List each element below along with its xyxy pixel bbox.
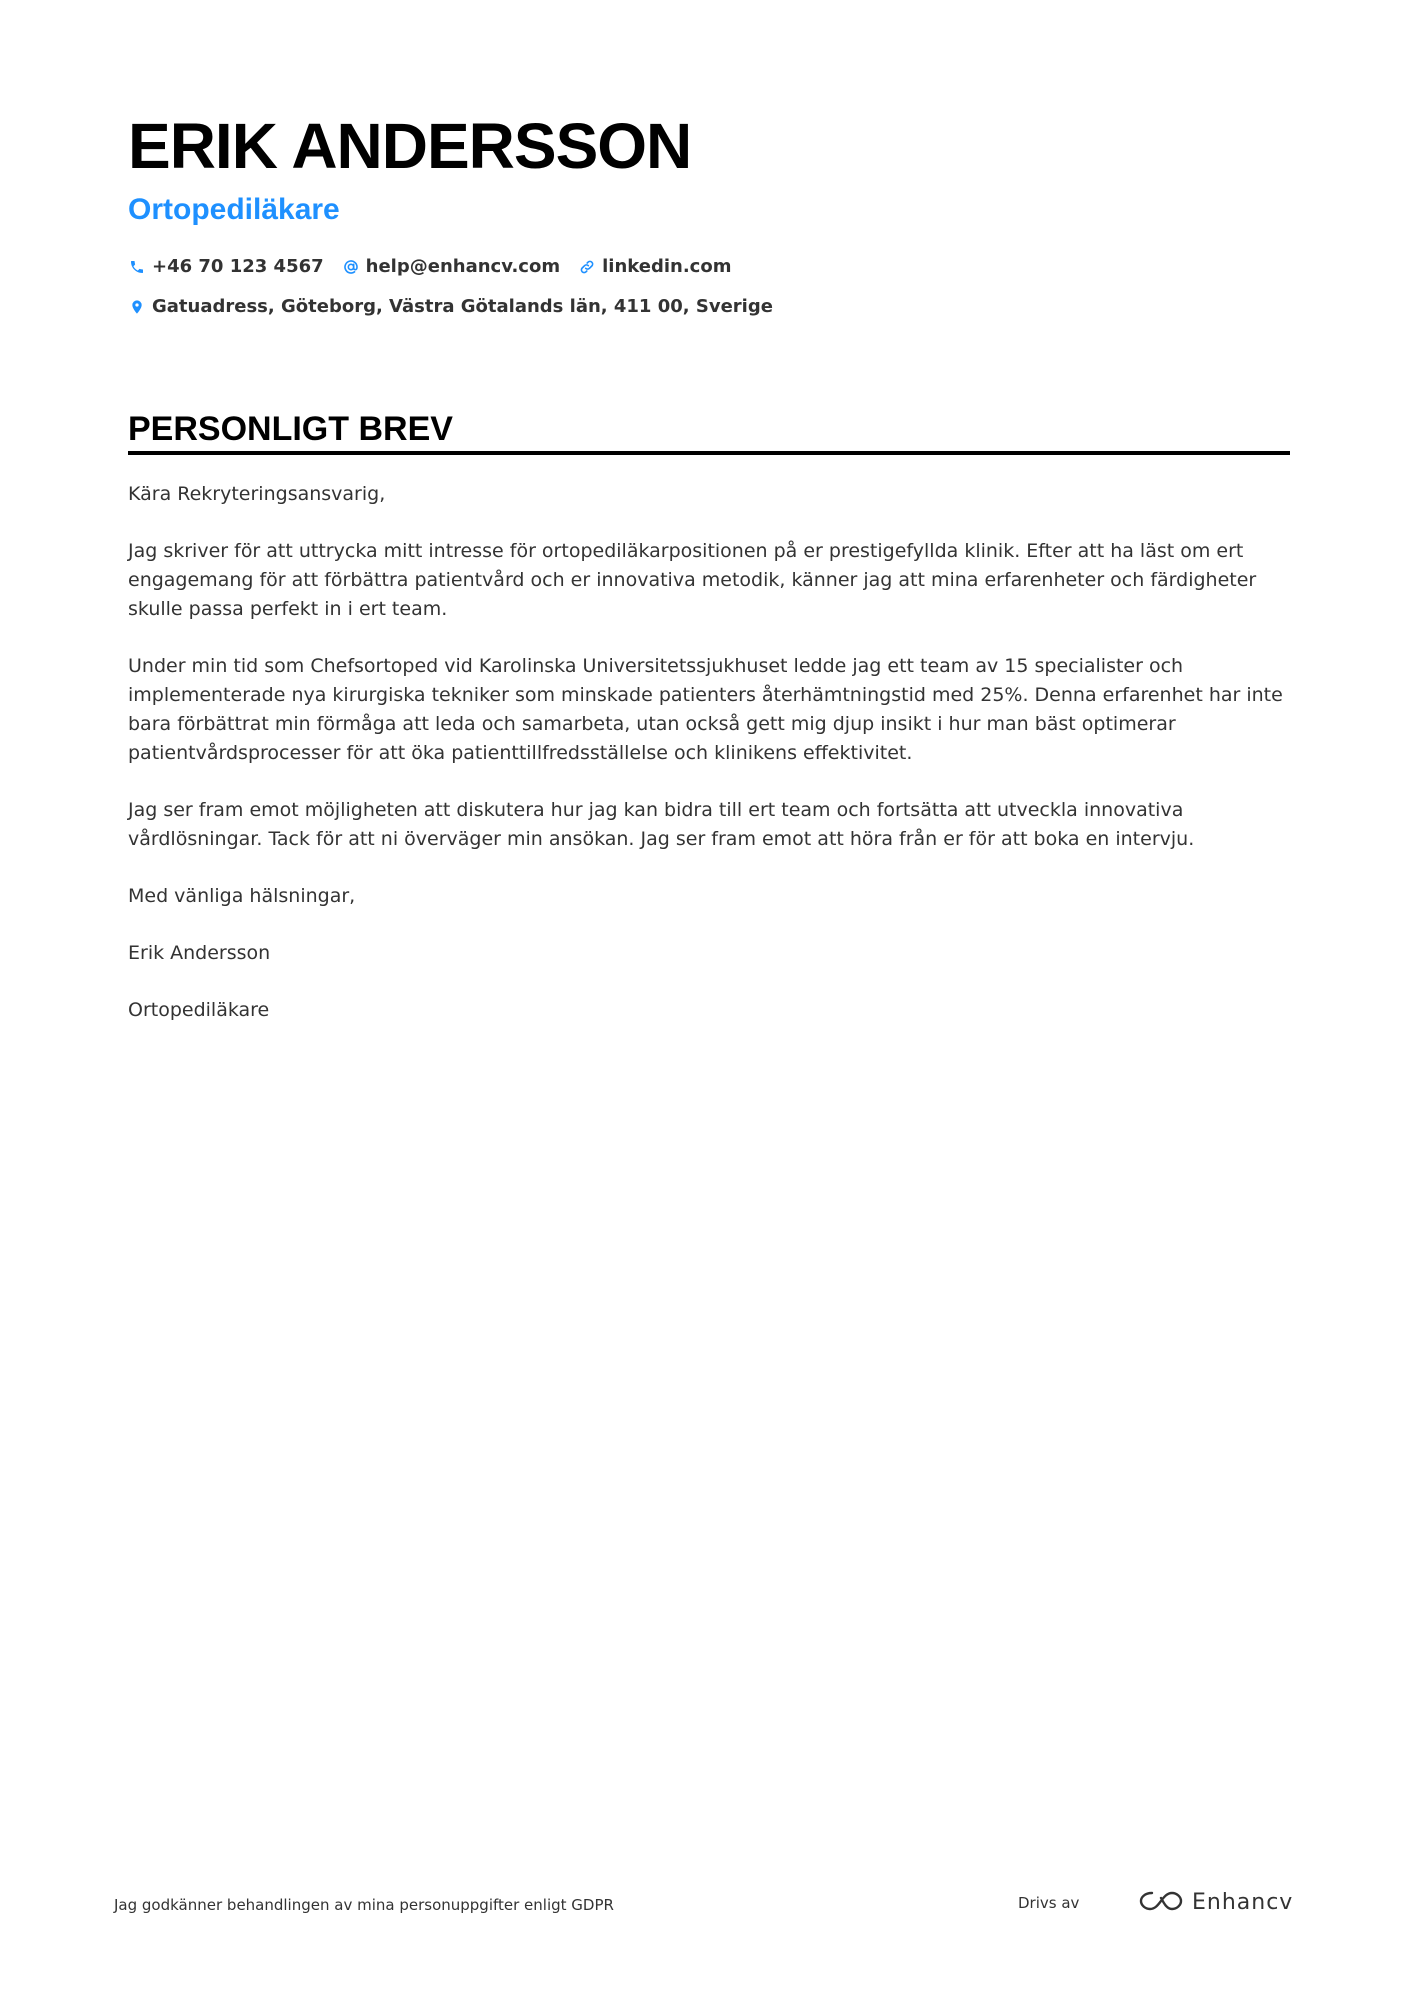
location-pin-icon bbox=[128, 298, 146, 316]
enhancv-brand[interactable] bbox=[1138, 1888, 1293, 1918]
signature-name: Erik Andersson bbox=[128, 942, 271, 964]
contact-email[interactable] bbox=[342, 254, 560, 280]
letter-paragraph-3: Jag ser fram emot möjligheten att diskutera hur jag kan bidra till ert team och fortsätta att utveckla innovativa vårdlösningar. Tack för att ni överväger min ansökan. Jag ser fram emot att höra från er för att boka en intervju. bbox=[128, 799, 1195, 850]
link-icon bbox=[578, 258, 596, 276]
applicant-job-title: Ortopediläkare bbox=[128, 193, 340, 226]
at-sign-icon bbox=[342, 258, 360, 276]
contact-linkedin[interactable] bbox=[578, 254, 731, 280]
letter-paragraph-2: Under min tid som Chefsortoped vid Karolinska Universitetssjukhuset ledde jag ett team av 15 specialister och implementerade nya kirurgiska tekniker som minskade patienters återhämtningstid med 25%. Denna erfarenhet har inte bara förbättrat min förmåga att leda och samarbeta, utan också gett mig djup insikt i hur man bäst optimerar patientvårdsprocesser för att öka patienttillfredsställelse och klinikens effektivitet. bbox=[128, 655, 1283, 764]
gdpr-consent-text: Jag godkänner behandlingen av mina personuppgifter enligt GDPR bbox=[114, 1896, 614, 1914]
section-divider bbox=[128, 451, 1290, 455]
enhancv-logo-icon bbox=[1138, 1888, 1184, 1918]
phone-text: +46 70 123 4567 bbox=[152, 256, 324, 277]
section-heading: PERSONLIGT BREV bbox=[128, 410, 453, 448]
letter-closing: Med vänliga hälsningar, bbox=[128, 885, 356, 907]
contact-row-address bbox=[128, 294, 791, 320]
enhancv-brand-name: Enhancv bbox=[1192, 1890, 1294, 1915]
linkedin-text: linkedin.com bbox=[602, 256, 732, 277]
applicant-name: ERIK ANDERSSON bbox=[128, 110, 692, 182]
contact-address bbox=[128, 294, 773, 320]
letter-paragraph-1: Jag skriver för att uttrycka mitt intresse för ortopediläkarpositionen på er prestigefyllda klinik. Efter att ha läst om ert engagemang för att förbättra patientvård och er innovativa metodik, känner jag att mina erfarenheter och färdigheter skulle passa perfekt in i ert team. bbox=[128, 540, 1257, 620]
letter-body bbox=[128, 480, 1290, 1053]
phone-icon bbox=[128, 258, 146, 276]
address-text: Gatuadress, Göteborg, Västra Götalands län, 411 00, Sverige bbox=[152, 296, 773, 317]
letter-greeting: Kära Rekryteringsansvarig, bbox=[128, 483, 386, 505]
powered-by-label: Drivs av bbox=[1018, 1894, 1080, 1912]
contact-phone bbox=[128, 254, 324, 280]
signature-title: Ortopediläkare bbox=[128, 999, 270, 1021]
email-text: help@enhancv.com bbox=[365, 256, 561, 277]
contact-row-primary bbox=[128, 254, 749, 280]
